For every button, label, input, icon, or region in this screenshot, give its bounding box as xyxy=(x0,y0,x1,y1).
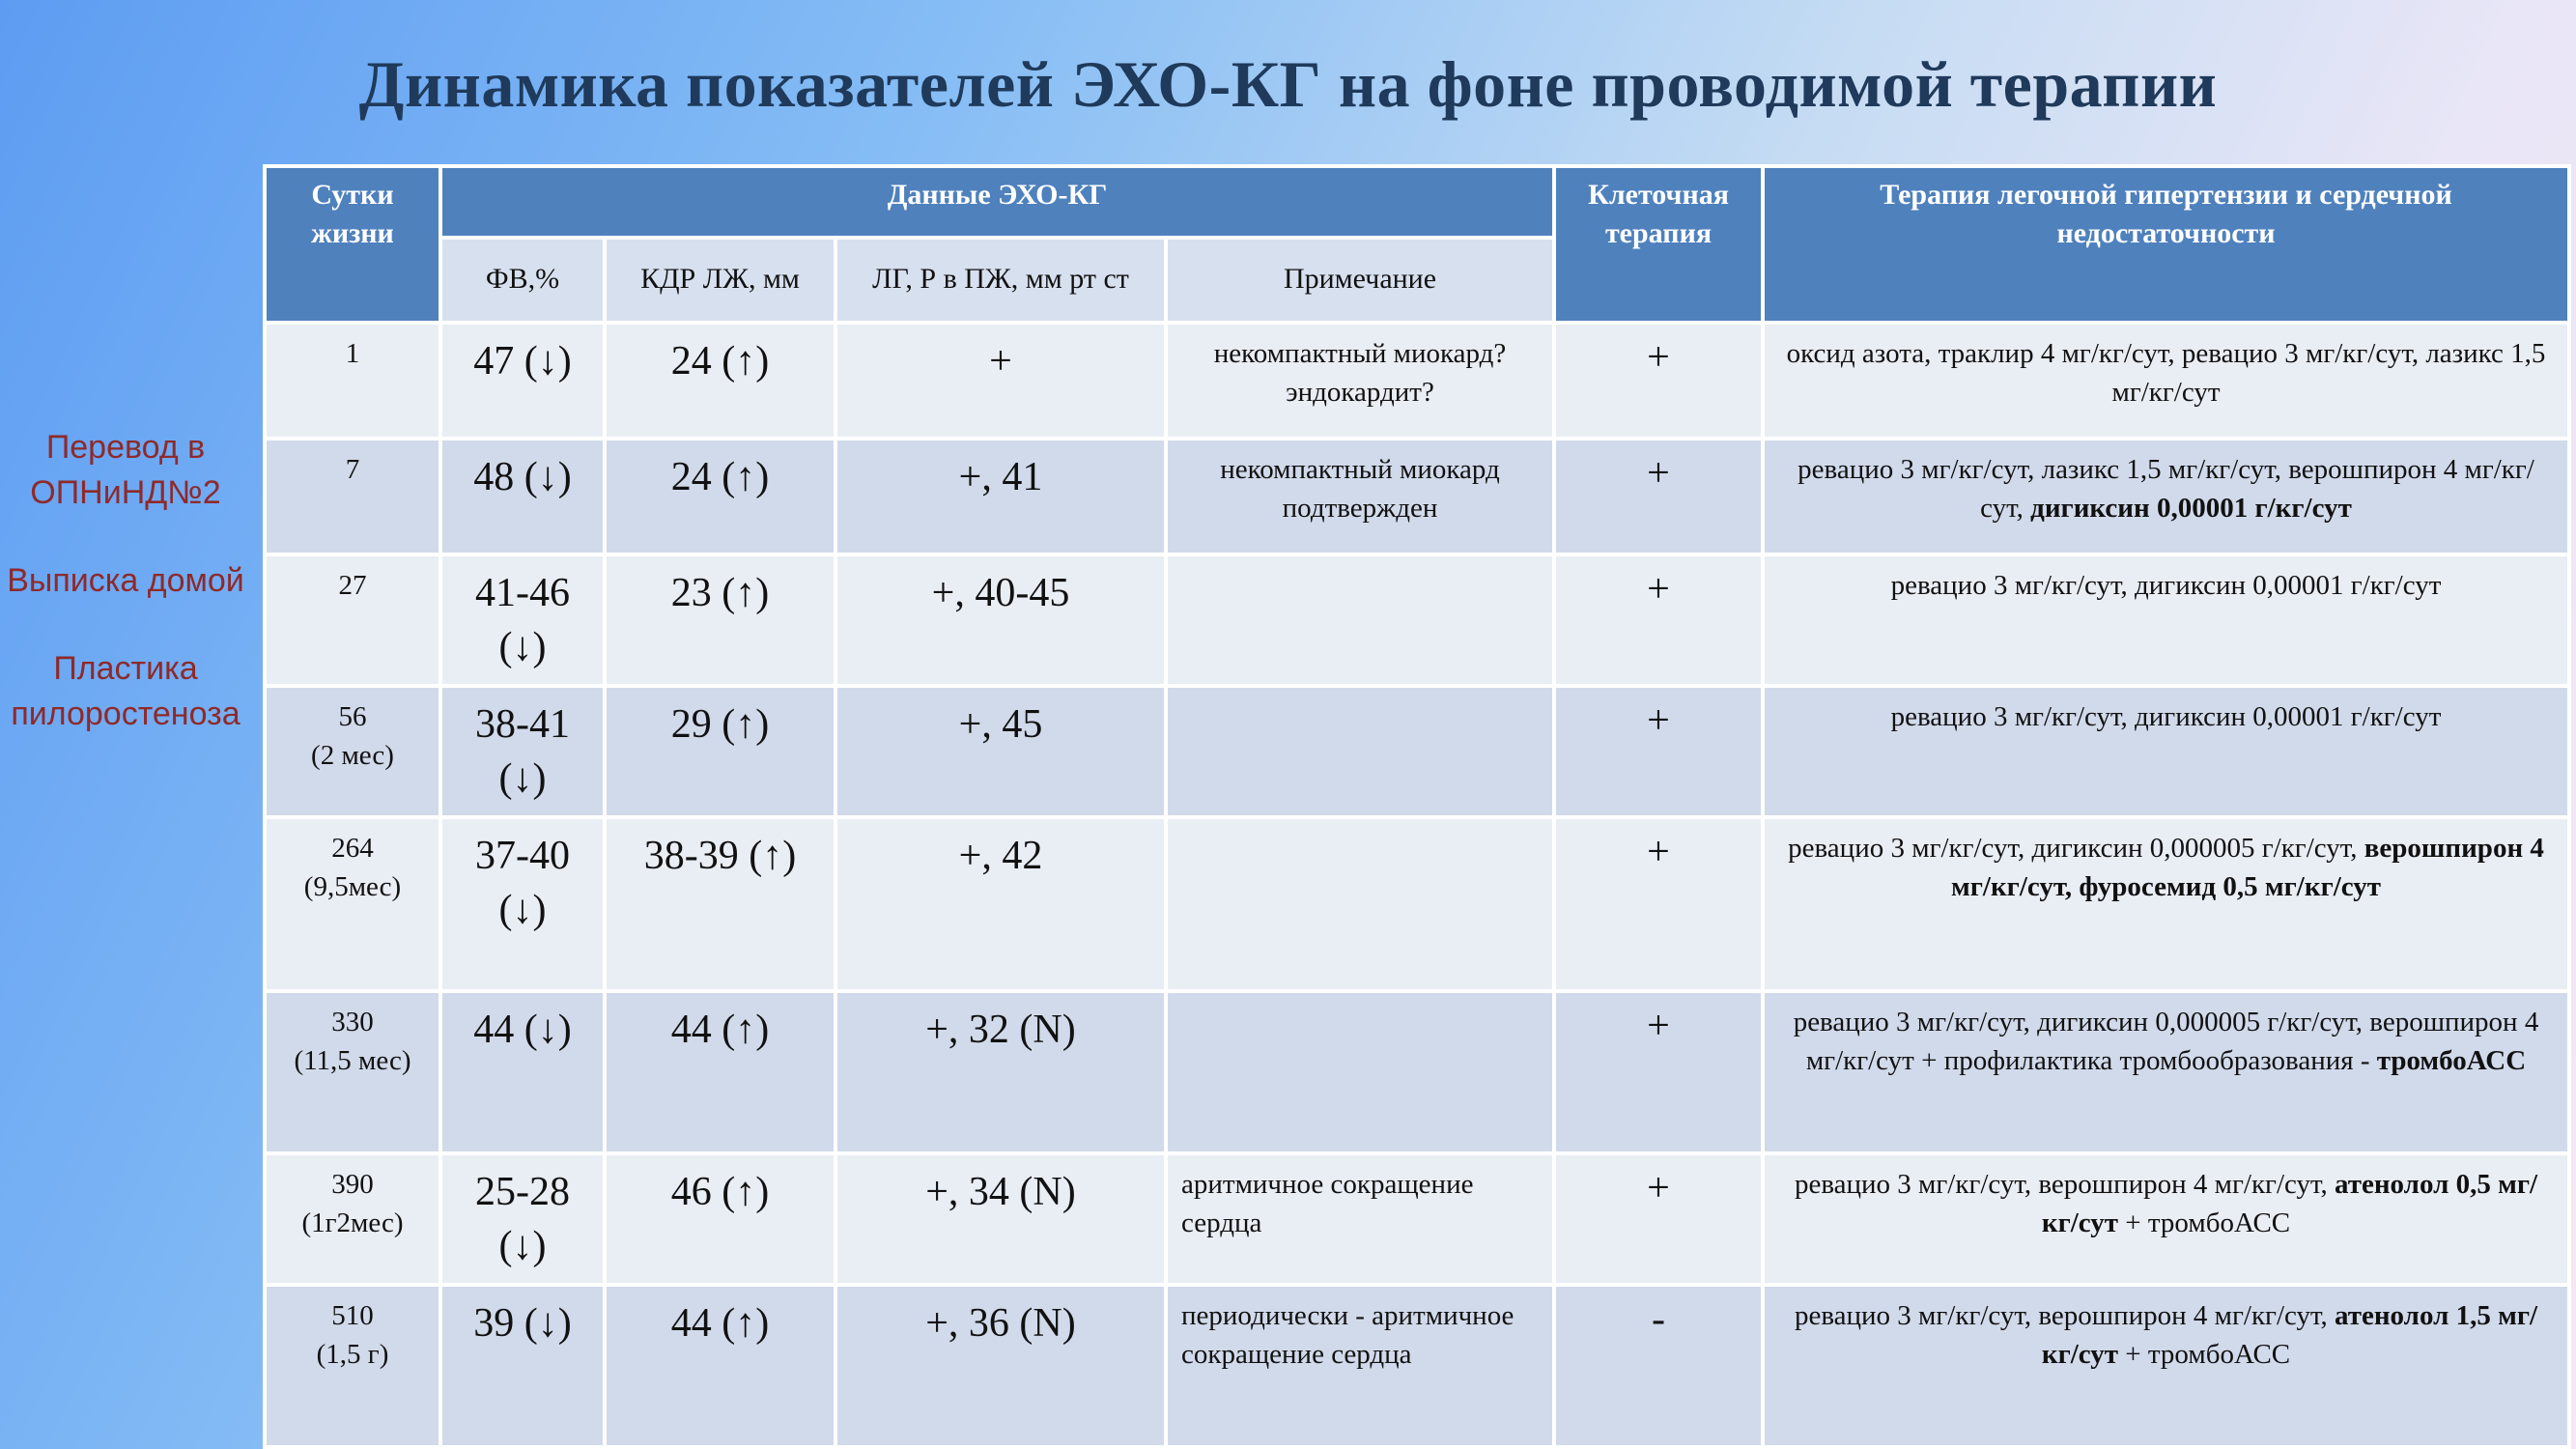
day-age: (2 мес) xyxy=(311,740,394,771)
side-note-discharge: Выписка домой xyxy=(7,562,244,599)
cell-therapy xyxy=(1763,817,2569,991)
cell-day xyxy=(265,991,440,1153)
header-day: Сутки жизни xyxy=(265,166,440,323)
cell-cell-therapy: + xyxy=(1554,991,1763,1153)
therapy-text: ревацио 3 мг/кг/сут, верошпирон 4 мг/кг/сут, xyxy=(1794,1300,2335,1331)
cell-kdr: 29 (↑) xyxy=(605,686,835,817)
therapy-text: оксид азота, траклир 4 мг/кг/сут, ревацио 3 мг/кг/сут, лазикс 1,5 мг/кг/сут xyxy=(1786,338,2546,408)
therapy-text-bold: тромбоАСС xyxy=(2376,1045,2527,1076)
cell-cell-therapy: + xyxy=(1554,817,1763,991)
cell-day xyxy=(265,323,440,439)
day-value: 330 xyxy=(331,1007,374,1037)
cell-lg: +, 45 xyxy=(835,686,1166,817)
day-value: 510 xyxy=(331,1300,374,1331)
cell-therapy xyxy=(1763,439,2569,554)
cell-lg: +, 34 (N) xyxy=(835,1153,1166,1285)
cell-lg: + xyxy=(835,323,1166,439)
cell-kdr: 23 (↑) xyxy=(605,554,835,686)
therapy-text: ревацио 3 мг/кг/сут, верошпирон 4 мг/кг/сут, xyxy=(1794,1169,2335,1200)
table-row xyxy=(265,1285,2569,1447)
table-row xyxy=(265,554,2569,686)
cell-note xyxy=(1166,686,1554,817)
cell-lg: +, 41 xyxy=(835,439,1166,554)
side-note-surgery: Пластика пилоростеноза xyxy=(11,650,241,732)
cell-cell-therapy: + xyxy=(1554,323,1763,439)
cell-cell-therapy: + xyxy=(1554,686,1763,817)
cell-kdr: 24 (↑) xyxy=(605,323,835,439)
cell-lg: +, 32 (N) xyxy=(835,991,1166,1153)
cell-note: некомпактный миокард подтвержден xyxy=(1166,439,1554,554)
header-ef: ФВ,% xyxy=(440,238,605,323)
cell-day xyxy=(265,554,440,686)
therapy-text: + тромбоАСС xyxy=(2118,1208,2291,1238)
table-row xyxy=(265,323,2569,439)
cell-note: аритмичное сокращение сердца xyxy=(1166,1153,1554,1285)
header-echo-group: Данные ЭХО-КГ xyxy=(440,166,1554,238)
cell-ef: 25-28 (↓) xyxy=(440,1153,605,1285)
table-row xyxy=(265,1153,2569,1285)
table-row xyxy=(265,439,2569,554)
cell-cell-therapy: - xyxy=(1554,1285,1763,1447)
cell-therapy xyxy=(1763,991,2569,1153)
cell-therapy xyxy=(1763,686,2569,817)
cell-kdr: 44 (↑) xyxy=(605,1285,835,1447)
header-therapy: Терапия легочной гипертензии и сердечной недостаточности xyxy=(1763,166,2569,323)
cell-ef: 48 (↓) xyxy=(440,439,605,554)
therapy-text: ревацио 3 мг/кг/сут, дигиксин 0,00001 г/кг/сут xyxy=(1890,570,2442,601)
cell-ef: 37-40 (↓) xyxy=(440,817,605,991)
therapy-text: ревацио 3 мг/кг/сут, лазикс 1,5 мг/кг/сут, верошпирон 4 мг/кг/сут, xyxy=(1798,454,2534,524)
therapy-text: ревацио 3 мг/кг/сут, дигиксин 0,00001 г/кг/сут xyxy=(1890,701,2442,732)
header-note: Примечание xyxy=(1166,238,1554,323)
day-age: (1г2мес) xyxy=(301,1208,404,1238)
cell-day xyxy=(265,1285,440,1447)
therapy-text-bold: верошпирон 4 мг/кг/сут, фуросемид 0,5 мг/кг/сут xyxy=(1950,833,2544,902)
cell-day xyxy=(265,439,440,554)
cell-kdr: 24 (↑) xyxy=(605,439,835,554)
therapy-text: ревацио 3 мг/кг/сут, дигиксин 0,000005 г/кг/сут, верошпирон 4 мг/кг/сут + профилактика тромбообразования - xyxy=(1793,1007,2539,1076)
day-age: (11,5 мес) xyxy=(294,1045,411,1076)
header-cell-therapy: Клеточная терапия xyxy=(1554,166,1763,323)
side-notes xyxy=(0,425,251,780)
cell-lg: +, 40-45 xyxy=(835,554,1166,686)
cell-ef: 41-46 (↓) xyxy=(440,554,605,686)
cell-ef: 39 (↓) xyxy=(440,1285,605,1447)
day-age: (1,5 г) xyxy=(316,1339,389,1370)
cell-kdr: 44 (↑) xyxy=(605,991,835,1153)
day-value: 264 xyxy=(331,833,374,864)
therapy-text-bold: дигиксин 0,00001 г/кг/сут xyxy=(2030,493,2352,524)
cell-note xyxy=(1166,817,1554,991)
table-row xyxy=(265,686,2569,817)
cell-kdr: 38-39 (↑) xyxy=(605,817,835,991)
cell-lg: +, 42 xyxy=(835,817,1166,991)
table-row xyxy=(265,991,2569,1153)
cell-cell-therapy: + xyxy=(1554,554,1763,686)
cell-cell-therapy: + xyxy=(1554,439,1763,554)
day-age: (9,5мес) xyxy=(303,871,402,902)
cell-ef: 38-41 (↓) xyxy=(440,686,605,817)
cell-cell-therapy: + xyxy=(1554,1153,1763,1285)
cell-note xyxy=(1166,991,1554,1153)
side-note-transfer: Перевод в ОПНиНД№2 xyxy=(30,429,221,511)
cell-day xyxy=(265,817,440,991)
header-lg: ЛГ, Р в ПЖ, мм рт ст xyxy=(835,238,1166,323)
therapy-text: ревацио 3 мг/кг/сут, дигиксин 0,000005 г/кг/сут, xyxy=(1788,833,2364,864)
header-kdr: КДР ЛЖ, мм xyxy=(605,238,835,323)
therapy-text-bold: атенолол 1,5 мг/кг/сут xyxy=(2041,1300,2538,1370)
cell-day xyxy=(265,1153,440,1285)
day-value: 56 xyxy=(338,701,367,732)
slide-title: Динамика показателей ЭХО-КГ на фоне проводимой терапии xyxy=(358,47,2218,121)
day-value: 1 xyxy=(345,338,360,369)
table-body xyxy=(265,323,2569,1447)
day-value: 7 xyxy=(345,454,360,485)
cell-lg: +, 36 (N) xyxy=(835,1285,1166,1447)
day-value: 390 xyxy=(331,1169,374,1200)
cell-note: некомпактный миокард? эндокардит? xyxy=(1166,323,1554,439)
cell-therapy xyxy=(1763,323,2569,439)
cell-therapy xyxy=(1763,554,2569,686)
therapy-text-bold: атенолол 0,5 мг/кг/сут xyxy=(2041,1169,2538,1238)
cell-note xyxy=(1166,554,1554,686)
day-value: 27 xyxy=(338,570,367,601)
cell-kdr: 46 (↑) xyxy=(605,1153,835,1285)
echo-table xyxy=(263,164,2571,1449)
therapy-text: + тромбоАСС xyxy=(2118,1339,2291,1370)
cell-note: периодически - аритмичное сокращение сердца xyxy=(1166,1285,1554,1447)
table-row xyxy=(265,817,2569,991)
cell-therapy xyxy=(1763,1153,2569,1285)
cell-ef: 47 (↓) xyxy=(440,323,605,439)
cell-therapy xyxy=(1763,1285,2569,1447)
cell-day xyxy=(265,686,440,817)
cell-ef: 44 (↓) xyxy=(440,991,605,1153)
